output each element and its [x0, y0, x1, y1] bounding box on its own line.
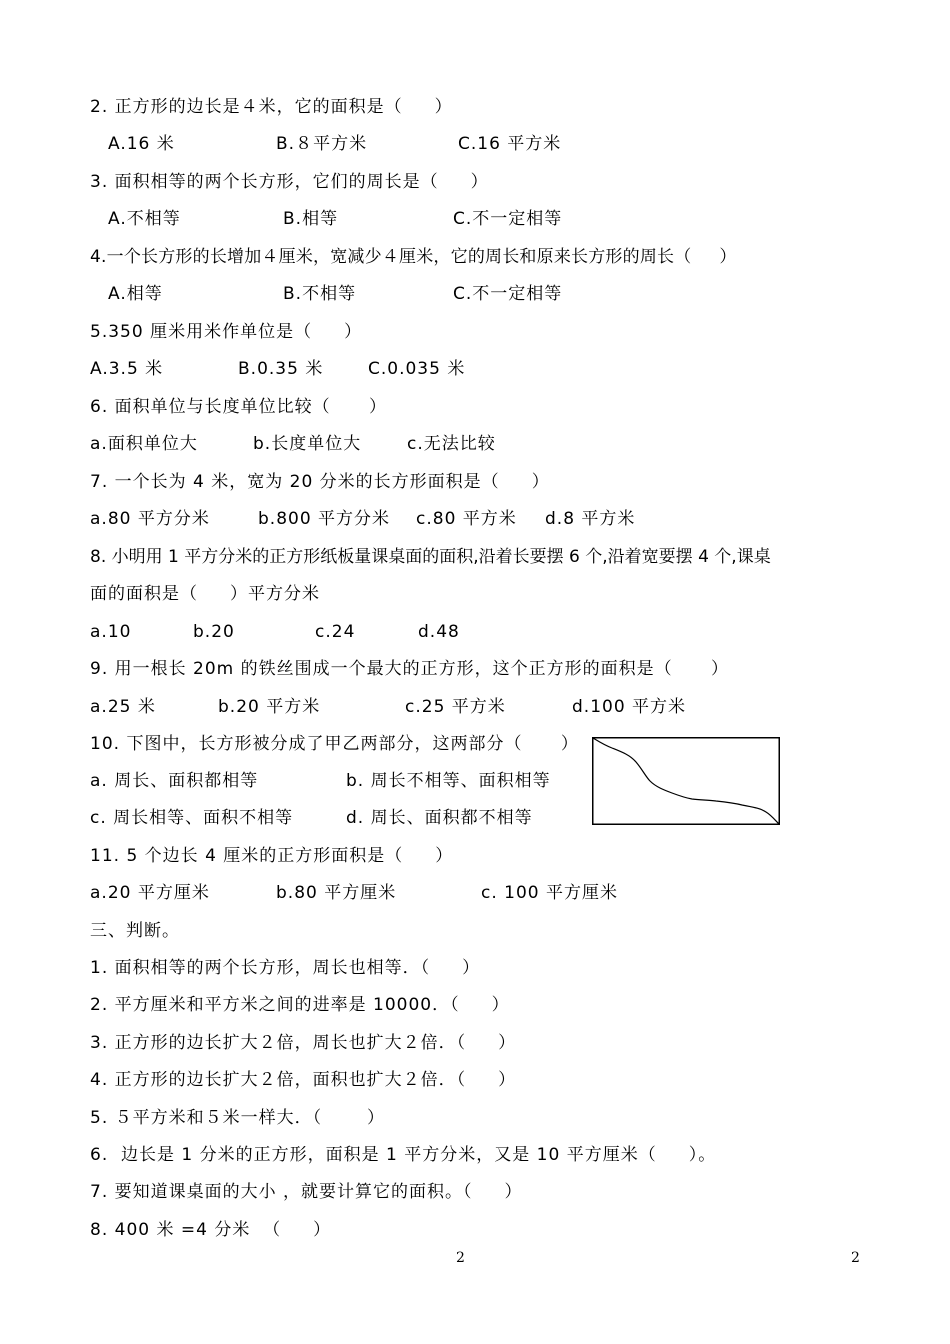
- section-3-title: 三、判断。: [90, 921, 180, 941]
- question-10-option-b: b. 周长不相等、面积相等: [346, 771, 551, 791]
- question-11-option-b: b.80 平方厘米: [276, 883, 397, 903]
- question-3-option-a: A.不相等: [108, 209, 181, 229]
- question-9-option-c: c.25 平方米: [405, 697, 506, 717]
- rectangle-outline: [593, 738, 780, 825]
- question-8-stem-line1: 8. 小明用 1 平方分米的正方形纸板量课桌面的面积,沿着长要摆 6 个,沿着宽要摆 4 个,课桌: [90, 547, 771, 567]
- judgement-item-5: 5. ５平方米和５米一样大．（ ）: [90, 1108, 385, 1128]
- question-5-option-b: B.0.35 米: [238, 359, 324, 379]
- question-4-option-b: B.不相等: [283, 284, 357, 304]
- question-7-option-b: b.800 平方分米: [258, 509, 391, 529]
- question-10-option-c: c. 周长相等、面积不相等: [90, 808, 294, 828]
- question-9-option-a: a.25 米: [90, 697, 156, 717]
- question-8-option-d: d.48: [418, 622, 460, 642]
- question-8-option-c: c.24: [315, 622, 356, 642]
- question-8-option-a: a.10: [90, 622, 132, 642]
- question-6-stem: 6. 面积单位与长度单位比较（ ）: [90, 397, 388, 417]
- question-9-option-b: b.20 平方米: [218, 697, 321, 717]
- judgement-item-1: 1. 面积相等的两个长方形，周长也相等．（ ）: [90, 958, 481, 978]
- question-4-option-c: C.不一定相等: [453, 284, 563, 304]
- question-2-option-c: C.16 平方米: [458, 134, 562, 154]
- question-6-option-c: c.无法比较: [407, 434, 496, 454]
- judgement-item-2: 2. 平方厘米和平方米之间的进率是 10000．（ ）: [90, 995, 510, 1015]
- question-9-stem: 9. 用一根长 20m 的铁丝围成一个最大的正方形，这个正方形的面积是（ ）: [90, 659, 730, 679]
- question-2-stem: 2. 正方形的边长是４米，它的面积是（ ）: [90, 97, 453, 117]
- question-9-option-d: d.100 平方米: [572, 697, 687, 717]
- question-3-stem: 3. 面积相等的两个长方形，它们的周长是（ ）: [90, 172, 489, 192]
- question-5-stem: 5.350 厘米用米作单位是（ ）: [90, 322, 363, 342]
- question-6-option-b: b.长度单位大: [253, 434, 362, 454]
- question-10-stem: 10. 下图中，长方形被分成了甲乙两部分，这两部分（ ）: [90, 734, 579, 754]
- question-4-stem: 4.一个长方形的长增加４厘米，宽减少４厘米，它的周长和原来长方形的周长（ ）: [90, 247, 737, 267]
- question-7-option-d: d.8 平方米: [545, 509, 636, 529]
- question-8-option-b: b.20: [193, 622, 235, 642]
- question-6-option-a: a.面积单位大: [90, 434, 198, 454]
- question-5-option-c: C.0.035 米: [368, 359, 466, 379]
- question-11-stem: 11. 5 个边长 4 厘米的正方形面积是（ ）: [90, 846, 454, 866]
- judgement-item-4: 4. 正方形的边长扩大２倍，面积也扩大２倍．（ ）: [90, 1070, 517, 1090]
- rectangle-divided-figure: [592, 737, 780, 825]
- question-11-option-a: a.20 平方厘米: [90, 883, 210, 903]
- question-7-stem: 7. 一个长为 4 米，宽为 20 分米的长方形面积是（ ）: [90, 472, 550, 492]
- question-5-option-a: A.3.5 米: [90, 359, 164, 379]
- page-number-right: 2: [851, 1250, 860, 1266]
- question-3-option-b: B.相等: [283, 209, 339, 229]
- question-2-option-b: B.８平方米: [276, 134, 368, 154]
- question-4-option-a: A.相等: [108, 284, 163, 304]
- question-7-option-a: a.80 平方分米: [90, 509, 210, 529]
- question-11-option-c: c. 100 平方厘米: [481, 883, 619, 903]
- judgement-item-6: 6. 边长是 1 分米的正方形，面积是 1 平方分米，又是 10 平方厘米（ ）。: [90, 1145, 717, 1165]
- question-3-option-c: C.不一定相等: [453, 209, 563, 229]
- question-7-option-c: c.80 平方米: [416, 509, 517, 529]
- judgement-item-7: 7. 要知道课桌面的大小 ，就要计算它的面积。（ ）: [90, 1182, 523, 1202]
- dividing-curve: [593, 738, 779, 824]
- question-2-option-a: A.16 米: [108, 134, 175, 154]
- question-10-option-d: d. 周长、面积都不相等: [346, 808, 533, 828]
- question-8-stem-line2: 面的面积是（ ）平方分米: [90, 584, 321, 604]
- judgement-item-8: 8. 400 米 =4 分米 （ ）: [90, 1220, 332, 1240]
- judgement-item-3: 3. 正方形的边长扩大２倍，周长也扩大２倍．（ ）: [90, 1033, 517, 1053]
- question-10-option-a: a. 周长、面积都相等: [90, 771, 259, 791]
- page-number-center: 2: [456, 1250, 465, 1266]
